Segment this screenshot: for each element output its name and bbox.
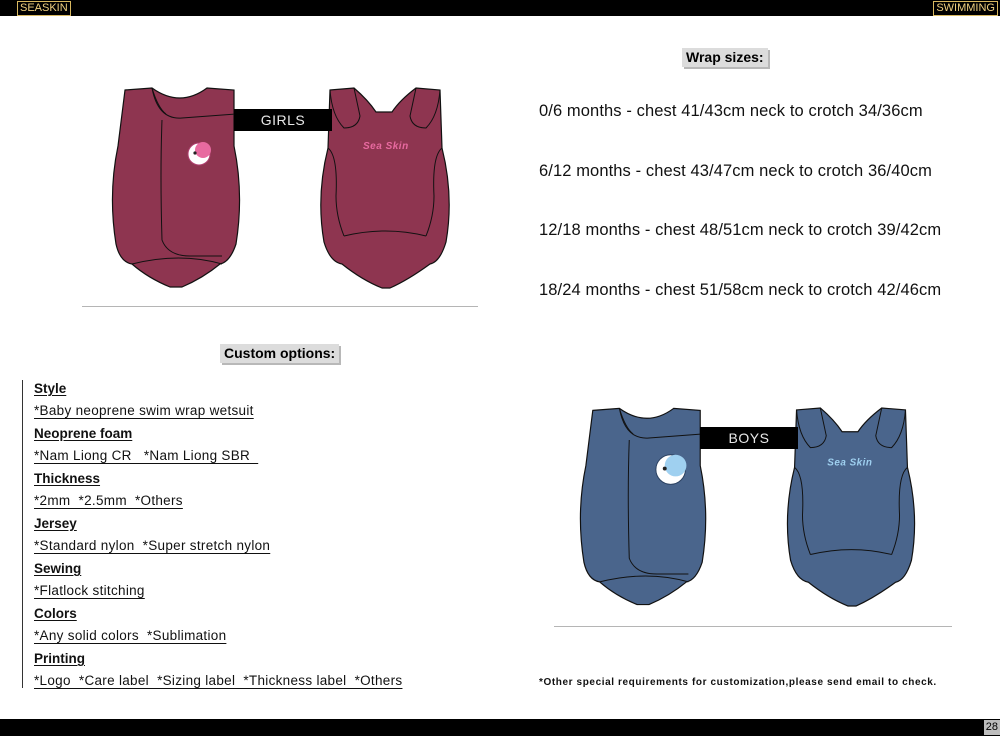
girls-wetsuit-back	[318, 86, 454, 290]
boys-wetsuit-front	[578, 404, 716, 608]
option-value-neoprene: *Nam Liong CR *Nam Liong SBR	[34, 448, 259, 463]
option-label-jersey: Jersey	[34, 516, 77, 531]
boys-wetsuit-back	[784, 406, 920, 608]
option-label-colors: Colors	[34, 606, 77, 621]
section-tag: SWIMMING	[933, 1, 998, 16]
option-value-jersey: *Standard nylon *Super stretch nylon	[34, 538, 271, 553]
boys-band: BOYS	[700, 427, 798, 449]
divider-boys	[554, 626, 952, 627]
size-line-4: 18/24 months - chest 51/58cm neck to crotch 42/46cm	[539, 281, 942, 299]
top-bar	[0, 0, 1000, 16]
option-value-style: *Baby neoprene swim wrap wetsuit	[34, 403, 254, 418]
option-value-thickness: *2mm *2.5mm *Others	[34, 493, 183, 508]
option-label-neoprene: Neoprene foam	[34, 426, 133, 441]
customization-note: *Other special requirements for customization,please send email to check.	[539, 677, 937, 688]
option-label-sewing: Sewing	[34, 561, 82, 576]
option-value-colors: *Any solid colors *Sublimation	[34, 628, 227, 643]
girls-wetsuit-front	[110, 84, 250, 290]
size-line-2: 6/12 months - chest 43/47cm neck to crotch 36/40cm	[539, 162, 932, 180]
custom-options-heading: Custom options:	[220, 344, 339, 363]
girls-back-logo: Sea Skin	[363, 141, 409, 152]
option-label-thickness: Thickness	[34, 471, 101, 486]
size-line-1: 0/6 months - chest 41/43cm neck to crotch 34/36cm	[539, 102, 923, 120]
size-line-3: 12/18 months - chest 48/51cm neck to crotch 39/42cm	[539, 221, 942, 239]
option-value-sewing: *Flatlock stitching	[34, 583, 145, 598]
options-left-line	[22, 380, 23, 688]
option-label-style: Style	[34, 381, 67, 396]
wrap-sizes-heading: Wrap sizes:	[682, 48, 768, 67]
option-value-printing: *Logo *Care label *Sizing label *Thickness label *Others	[34, 673, 403, 688]
option-label-printing: Printing	[34, 651, 85, 666]
girls-band: GIRLS	[234, 109, 332, 131]
divider-girls	[82, 306, 478, 307]
page-number: 28	[985, 721, 998, 733]
bottom-bar	[0, 719, 1000, 736]
boys-back-logo: Sea Skin	[827, 457, 873, 469]
brand-tag: SEASKIN	[17, 1, 71, 16]
